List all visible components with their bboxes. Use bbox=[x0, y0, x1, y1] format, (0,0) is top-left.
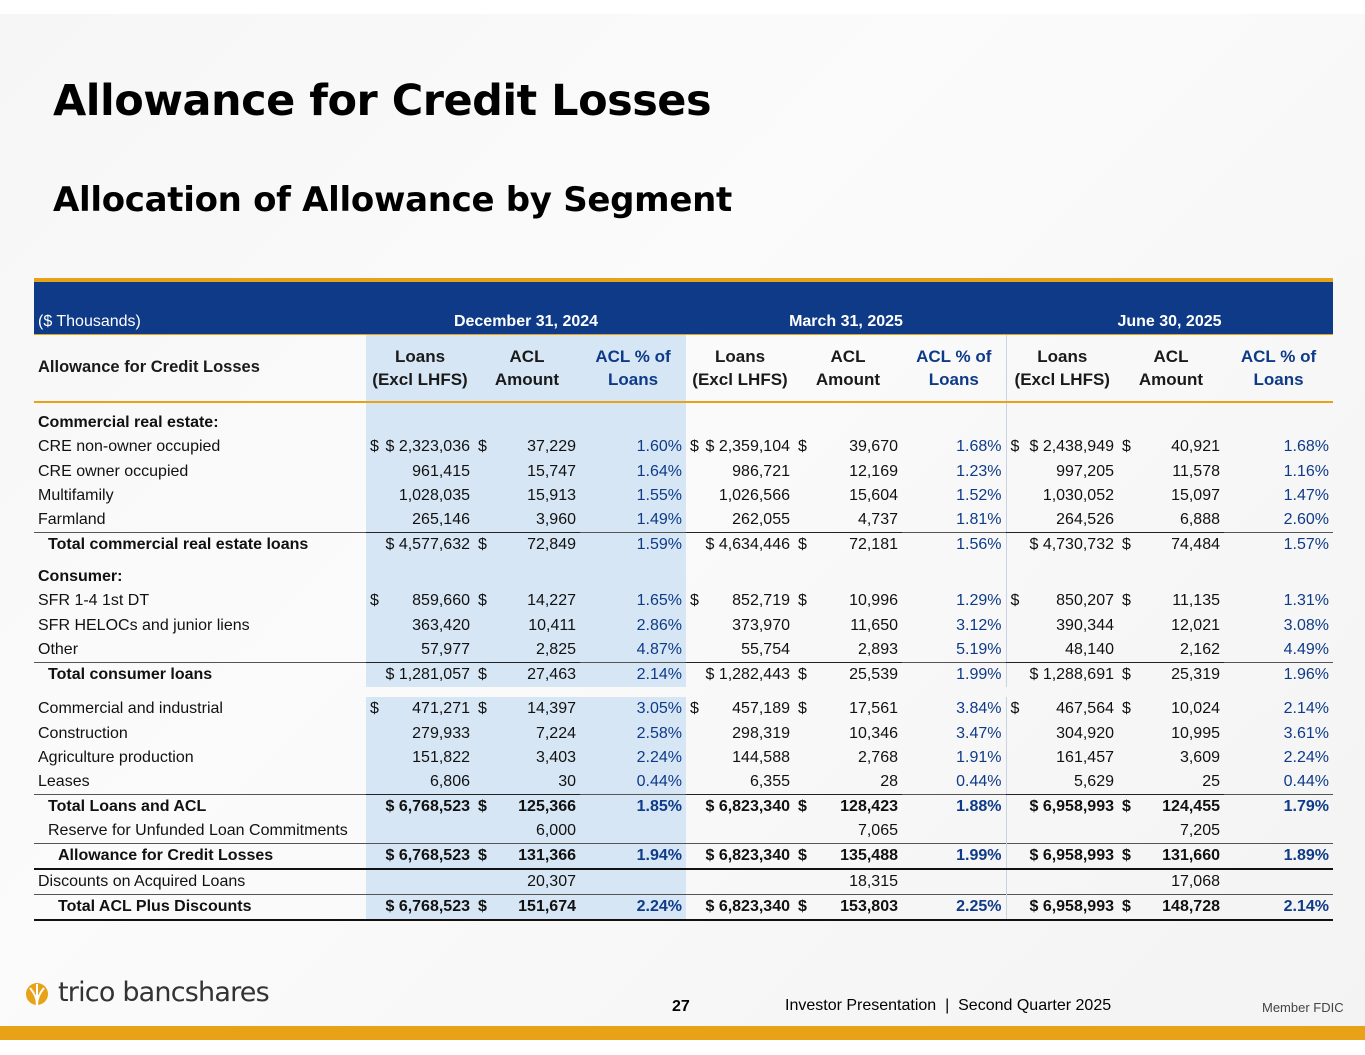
acl-amount-cell: $ 153,803 bbox=[794, 895, 902, 921]
loans-cell: $ 6,823,340 bbox=[686, 795, 794, 820]
acl-amount-cell: $ 72,181 bbox=[794, 533, 902, 558]
row-label: CRE owner occupied bbox=[38, 462, 189, 480]
col-acl-header: ACL Amount bbox=[1118, 334, 1224, 402]
acl-pct-cell: 1.68% bbox=[1283, 438, 1329, 456]
table-row bbox=[34, 819, 1333, 844]
dollar-sign: $ bbox=[798, 847, 807, 865]
loans-cell: 279,933 bbox=[366, 721, 474, 745]
col-loans-header: Loans (Excl LHFS) bbox=[1006, 334, 1118, 402]
table-row bbox=[34, 435, 1333, 459]
loans-cell: $ 6,768,523 bbox=[366, 795, 474, 820]
loans-cell: 1,028,035 bbox=[366, 484, 474, 508]
acl-amount-cell: $ 11,135 bbox=[1118, 589, 1224, 613]
acl-amount-cell: 11,578 bbox=[1172, 462, 1220, 480]
footer-bar bbox=[0, 1026, 1365, 1040]
acl-pct-cell: 2.25% bbox=[902, 895, 1006, 921]
acl-pct-cell: 1.16% bbox=[1283, 462, 1329, 480]
loans-cell: $ 471,271 bbox=[366, 697, 474, 721]
acl-pct-cell bbox=[1224, 869, 1333, 895]
row-label: Farmland bbox=[38, 511, 106, 529]
loans-cell: 6,806 bbox=[366, 770, 474, 795]
row-label: Leases bbox=[38, 773, 90, 791]
loans-cell: $ 6,958,993 bbox=[1006, 844, 1118, 870]
loans-cell bbox=[686, 819, 794, 844]
loans-cell: 5,629 bbox=[1006, 770, 1118, 795]
dollar-sign: $ bbox=[370, 592, 379, 610]
acl-pct-cell: 1.89% bbox=[1224, 844, 1333, 870]
acl-pct-cell: 1.96% bbox=[1224, 662, 1333, 687]
loans-cell: $ 6,768,523 bbox=[366, 895, 474, 921]
acl-amount-cell: 7,205 bbox=[1179, 822, 1220, 840]
dollar-sign: $ bbox=[1122, 665, 1131, 683]
acl-amount-cell: 2,768 bbox=[857, 748, 898, 766]
section-label: Commercial real estate: bbox=[38, 414, 219, 431]
footer-caption: Investor Presentation | Second Quarter 2025 bbox=[785, 997, 1112, 1014]
acl-amount-cell: $ 10,996 bbox=[794, 589, 902, 613]
col-pct-header: ACL % of Loans bbox=[902, 334, 1006, 402]
loans-cell: 298,319 bbox=[732, 724, 790, 742]
loans-cell: 304,920 bbox=[1006, 721, 1118, 745]
dollar-sign: $ bbox=[798, 536, 807, 554]
acl-pct-cell: 1.94% bbox=[580, 844, 686, 870]
acl-amount-cell: $ 131,660 bbox=[1118, 844, 1224, 870]
loans-cell: 373,970 bbox=[732, 616, 790, 634]
dollar-sign: $ bbox=[1010, 592, 1020, 610]
acl-amount-cell: 15,913 bbox=[474, 484, 580, 508]
dollar-sign: $ bbox=[798, 592, 807, 610]
acl-pct-cell: 0.44% bbox=[580, 770, 686, 795]
acl-amount-cell: $ 17,561 bbox=[794, 697, 902, 721]
acl-amount-cell: 18,315 bbox=[849, 873, 898, 891]
acl-amount-cell: $ 14,397 bbox=[474, 697, 580, 721]
loans-cell: 57,977 bbox=[366, 638, 474, 663]
acl-amount-cell: $ 128,423 bbox=[794, 795, 902, 820]
loans-cell: $ 467,564 bbox=[1006, 697, 1118, 721]
acl-pct-cell: 2.14% bbox=[580, 662, 686, 687]
acl-amount-cell: 10,995 bbox=[1171, 724, 1220, 742]
row-label: Multifamily bbox=[38, 486, 114, 504]
row-label: Allowance for Credit Losses bbox=[34, 844, 366, 870]
acl-pct-cell: 1.23% bbox=[956, 462, 1002, 480]
loans-cell: 161,457 bbox=[1006, 746, 1118, 770]
acl-amount-cell: 12,021 bbox=[1171, 616, 1220, 634]
acl-pct-cell: 2.24% bbox=[580, 746, 686, 770]
loans-cell: $ 457,189 bbox=[686, 697, 794, 721]
dollar-sign: $ bbox=[1122, 847, 1131, 865]
loans-cell: 997,205 bbox=[1006, 459, 1118, 483]
acl-amount-cell: $ 10,024 bbox=[1118, 697, 1224, 721]
loans-cell: $ 4,577,632 bbox=[366, 533, 474, 558]
acl-pct-cell: 2.24% bbox=[1283, 748, 1329, 766]
spacer-row bbox=[34, 687, 1333, 697]
table-row bbox=[34, 721, 1333, 745]
row-label: Reserve for Unfunded Loan Commitments bbox=[48, 822, 348, 840]
member-fdic: Member FDIC bbox=[1262, 1000, 1344, 1015]
dollar-sign: $ bbox=[798, 700, 807, 718]
acl-pct-cell: 1.88% bbox=[902, 795, 1006, 820]
acl-amount-cell: $ 14,227 bbox=[474, 589, 580, 613]
dollar-sign: $ bbox=[478, 592, 487, 610]
dollar-sign: $ bbox=[1010, 438, 1020, 456]
column-header-row bbox=[34, 334, 1333, 402]
acl-amount-cell: 17,068 bbox=[1171, 873, 1220, 891]
acl-pct-cell: 1.85% bbox=[580, 795, 686, 820]
acl-amount-cell: 10,346 bbox=[849, 724, 898, 742]
acl-pct-cell: 3.47% bbox=[956, 724, 1002, 742]
table-row bbox=[34, 770, 1333, 795]
acl-pct-cell: 1.99% bbox=[902, 662, 1006, 687]
acl-pct-cell bbox=[902, 869, 1006, 895]
col-loans-header: Loans (Excl LHFS) bbox=[686, 334, 794, 402]
acl-table bbox=[34, 278, 1333, 921]
loans-cell: $ 850,207 bbox=[1006, 589, 1118, 613]
table-body bbox=[34, 402, 1333, 920]
acl-amount-cell: $ 74,484 bbox=[1118, 533, 1224, 558]
acl-pct-cell: 1.55% bbox=[580, 484, 686, 508]
table-row bbox=[34, 662, 1333, 687]
acl-pct-cell: 1.31% bbox=[1283, 592, 1329, 610]
acl-pct-cell: 2.24% bbox=[580, 895, 686, 921]
acl-amount-cell: $ 135,488 bbox=[794, 844, 902, 870]
table-row bbox=[34, 484, 1333, 508]
acl-amount-cell: 11,650 bbox=[850, 616, 898, 634]
acl-pct-cell: 1.29% bbox=[956, 592, 1002, 610]
company-logo bbox=[22, 977, 269, 1008]
section-label: Consumer: bbox=[38, 568, 123, 586]
table-row bbox=[34, 746, 1333, 770]
acl-amount-cell: 7,224 bbox=[474, 721, 580, 745]
acl-amount-cell: 28 bbox=[794, 770, 902, 795]
loans-cell: 1,030,052 bbox=[1006, 484, 1118, 508]
acl-amount-cell: 15,747 bbox=[474, 459, 580, 483]
dollar-sign: $ bbox=[478, 798, 487, 816]
dollar-sign: $ bbox=[798, 438, 807, 456]
table-row bbox=[34, 795, 1333, 820]
page-title: Allowance for Credit Losses bbox=[53, 76, 712, 126]
dollar-sign: $ bbox=[690, 700, 699, 718]
acl-pct-cell: 0.44% bbox=[956, 773, 1002, 791]
acl-pct-cell: 1.52% bbox=[956, 486, 1002, 504]
acl-amount-cell: 2,893 bbox=[794, 638, 902, 663]
dollar-sign: $ bbox=[798, 798, 807, 816]
period-jun-2025: June 30, 2025 bbox=[1006, 282, 1333, 334]
loans-cell: $ 852,719 bbox=[686, 589, 794, 613]
acl-pct-cell: 5.19% bbox=[956, 640, 1002, 658]
acl-pct-cell: 1.64% bbox=[580, 459, 686, 483]
table-row bbox=[34, 895, 1333, 921]
acl-pct-cell: 4.87% bbox=[580, 638, 686, 663]
acl-pct-cell: 1.47% bbox=[1283, 486, 1329, 504]
acl-amount-cell: 2,825 bbox=[474, 638, 580, 663]
col-loans-header: Loans (Excl LHFS) bbox=[366, 334, 474, 402]
row-label: Discounts on Acquired Loans bbox=[38, 873, 246, 891]
dollar-sign: $ bbox=[370, 438, 379, 456]
acl-pct-cell: 1.65% bbox=[580, 589, 686, 613]
acl-amount-cell: 15,097 bbox=[1171, 486, 1220, 504]
loans-cell bbox=[366, 819, 474, 844]
acl-pct-cell bbox=[902, 819, 1006, 844]
acl-amount-cell: $ 131,366 bbox=[474, 844, 580, 870]
trico-leaf-icon bbox=[22, 978, 52, 1008]
dollar-sign: $ bbox=[1122, 592, 1131, 610]
table-period-band bbox=[34, 282, 1333, 334]
acl-pct-cell: 2.14% bbox=[1224, 895, 1333, 921]
acl-pct-cell: 1.91% bbox=[956, 748, 1002, 766]
acl-amount-cell: $ 125,366 bbox=[474, 795, 580, 820]
dollar-sign: $ bbox=[798, 665, 807, 683]
loans-cell bbox=[1006, 869, 1118, 895]
loans-cell: $ 6,768,523 bbox=[366, 844, 474, 870]
acl-pct-cell: 1.59% bbox=[580, 533, 686, 558]
loans-cell: 48,140 bbox=[1006, 638, 1118, 663]
loans-cell: 961,415 bbox=[366, 459, 474, 483]
dollar-sign: $ bbox=[798, 898, 807, 916]
acl-amount-cell: 7,065 bbox=[857, 822, 898, 840]
dollar-sign: $ bbox=[478, 438, 487, 456]
loans-cell: 390,344 bbox=[1006, 614, 1118, 638]
loans-cell: 55,754 bbox=[686, 638, 794, 663]
loans-cell: $ 859,660 bbox=[366, 589, 474, 613]
acl-amount-cell: $ 27,463 bbox=[474, 662, 580, 687]
acl-pct-cell: 3.08% bbox=[1283, 616, 1329, 634]
loans-cell: $ 4,730,732 bbox=[1006, 533, 1118, 558]
dollar-sign: $ bbox=[1122, 898, 1131, 916]
acl-pct-cell: 3.61% bbox=[1283, 724, 1329, 742]
row-label: Commercial and industrial bbox=[38, 700, 223, 718]
table-row bbox=[34, 869, 1333, 895]
period-dec-2024: December 31, 2024 bbox=[366, 282, 686, 334]
acl-amount-cell: 10,411 bbox=[474, 614, 580, 638]
acl-amount-cell: 6,000 bbox=[474, 819, 580, 844]
row-label: Total ACL Plus Discounts bbox=[34, 895, 366, 921]
loans-cell: $ 6,823,340 bbox=[686, 844, 794, 870]
table-row bbox=[34, 533, 1333, 558]
acl-pct-cell: 1.68% bbox=[956, 438, 1002, 456]
acl-pct-cell: 1.49% bbox=[580, 508, 686, 533]
acl-pct-cell: 4.49% bbox=[1283, 640, 1329, 658]
acl-pct-cell bbox=[1224, 819, 1333, 844]
row-label: Total consumer loans bbox=[34, 662, 366, 687]
acl-amount-cell: $ 25,319 bbox=[1118, 662, 1224, 687]
table-row bbox=[34, 844, 1333, 870]
row-label: Construction bbox=[38, 724, 128, 742]
acl-pct-cell: 2.58% bbox=[580, 721, 686, 745]
col-pct-header: ACL % of Loans bbox=[1224, 334, 1333, 402]
acl-pct-cell bbox=[580, 869, 686, 895]
section-header-row bbox=[34, 402, 1333, 435]
dollar-sign: $ bbox=[1010, 700, 1020, 718]
row-label: Other bbox=[38, 640, 79, 658]
table-row bbox=[34, 638, 1333, 663]
table-row bbox=[34, 697, 1333, 721]
acl-amount-cell: $ 151,674 bbox=[474, 895, 580, 921]
acl-amount-cell: 30 bbox=[474, 770, 580, 795]
table-row bbox=[34, 459, 1333, 483]
loans-cell: $ $ 2,323,036 bbox=[366, 435, 474, 459]
dollar-sign: $ bbox=[690, 438, 699, 456]
acl-pct-cell: 3.84% bbox=[956, 700, 1002, 718]
col-acl-header: ACL Amount bbox=[474, 334, 580, 402]
acl-amount-cell: 25 bbox=[1118, 770, 1224, 795]
row-label: Total Loans and ACL bbox=[34, 795, 366, 820]
row-label: Agriculture production bbox=[38, 748, 194, 766]
acl-amount-cell: 3,609 bbox=[1179, 748, 1220, 766]
dollar-sign: $ bbox=[478, 665, 487, 683]
loans-cell: 262,055 bbox=[686, 508, 794, 533]
col-pct-header: ACL % of Loans bbox=[580, 334, 686, 402]
loans-cell bbox=[686, 869, 794, 895]
dollar-sign: $ bbox=[1122, 700, 1131, 718]
acl-amount-cell: $ 72,849 bbox=[474, 533, 580, 558]
acl-pct-cell: 1.60% bbox=[580, 435, 686, 459]
acl-amount-cell: 15,604 bbox=[849, 486, 898, 504]
dollar-sign: $ bbox=[478, 700, 487, 718]
acl-pct-cell: 2.60% bbox=[1283, 511, 1329, 529]
acl-amount-cell: $ 124,455 bbox=[1118, 795, 1224, 820]
acl-amount-cell: 3,403 bbox=[474, 746, 580, 770]
acl-amount-cell: $ 40,921 bbox=[1118, 435, 1224, 459]
loans-cell: 1,026,566 bbox=[718, 486, 790, 504]
dollar-sign: $ bbox=[478, 536, 487, 554]
dollar-sign: $ bbox=[1122, 536, 1131, 554]
table-row bbox=[34, 508, 1333, 533]
acl-table-container bbox=[34, 278, 1333, 921]
dollar-sign: $ bbox=[1122, 438, 1131, 456]
loans-cell: $ 4,634,446 bbox=[686, 533, 794, 558]
logo-text: trico bancshares bbox=[58, 977, 269, 1008]
section-header-row bbox=[34, 557, 1333, 589]
acl-amount-cell: $ 37,229 bbox=[474, 435, 580, 459]
col-acl-header: ACL Amount bbox=[794, 334, 902, 402]
acl-pct-cell: 0.44% bbox=[1283, 773, 1329, 791]
row-label: CRE non-owner occupied bbox=[38, 438, 221, 456]
acl-amount-cell: $ 25,539 bbox=[794, 662, 902, 687]
acl-pct-cell: 1.81% bbox=[956, 511, 1002, 529]
loans-cell: 6,355 bbox=[686, 770, 794, 795]
units-label: ($ Thousands) bbox=[34, 282, 366, 334]
acl-amount-cell: $ 148,728 bbox=[1118, 895, 1224, 921]
loans-cell bbox=[366, 869, 474, 895]
acl-pct-cell: 1.57% bbox=[1224, 533, 1333, 558]
loans-cell: $ 1,281,057 bbox=[366, 662, 474, 687]
loans-cell: 264,526 bbox=[1006, 508, 1118, 533]
acl-pct-cell: 3.12% bbox=[956, 616, 1002, 634]
acl-amount-cell: $ 39,670 bbox=[794, 435, 902, 459]
acl-amount-cell: 6,888 bbox=[1118, 508, 1224, 533]
loans-cell: $ $ 2,438,949 bbox=[1006, 435, 1118, 459]
dollar-sign: $ bbox=[478, 898, 487, 916]
loans-cell: 265,146 bbox=[366, 508, 474, 533]
loans-cell: $ 1,288,691 bbox=[1006, 662, 1118, 687]
acl-pct-cell: 1.99% bbox=[902, 844, 1006, 870]
acl-amount-cell: 12,169 bbox=[849, 462, 898, 480]
dollar-sign: $ bbox=[478, 847, 487, 865]
acl-pct-cell: 1.79% bbox=[1224, 795, 1333, 820]
page-number: 27 bbox=[672, 998, 690, 1015]
row-label: Total commercial real estate loans bbox=[34, 533, 366, 558]
table-row bbox=[34, 614, 1333, 638]
acl-amount-cell: 3,960 bbox=[474, 508, 580, 533]
acl-pct-cell: 2.86% bbox=[580, 614, 686, 638]
loans-cell: 151,822 bbox=[366, 746, 474, 770]
dollar-sign: $ bbox=[1122, 798, 1131, 816]
acl-pct-cell: 3.05% bbox=[580, 697, 686, 721]
row-header: Allowance for Credit Losses bbox=[34, 334, 366, 402]
page-subtitle: Allocation of Allowance by Segment bbox=[53, 180, 732, 220]
loans-cell: $ 6,958,993 bbox=[1006, 895, 1118, 921]
acl-amount-cell: 2,162 bbox=[1118, 638, 1224, 663]
loans-cell: 363,420 bbox=[366, 614, 474, 638]
loans-cell: $ 6,958,993 bbox=[1006, 795, 1118, 820]
period-mar-2025: March 31, 2025 bbox=[686, 282, 1006, 334]
loans-cell: 986,721 bbox=[732, 462, 790, 480]
loans-cell: $ $ 2,359,104 bbox=[686, 435, 794, 459]
dollar-sign: $ bbox=[690, 592, 699, 610]
acl-pct-cell: 2.14% bbox=[1283, 700, 1329, 718]
acl-amount-cell: 4,737 bbox=[794, 508, 902, 533]
loans-cell bbox=[1006, 819, 1118, 844]
loans-cell: $ 1,282,443 bbox=[686, 662, 794, 687]
loans-cell: 144,588 bbox=[732, 748, 790, 766]
acl-pct-cell bbox=[580, 819, 686, 844]
table-row bbox=[34, 589, 1333, 613]
row-label: SFR HELOCs and junior liens bbox=[38, 616, 250, 634]
acl-amount-cell: 20,307 bbox=[474, 869, 580, 895]
loans-cell: $ 6,823,340 bbox=[686, 895, 794, 921]
row-label: SFR 1-4 1st DT bbox=[38, 592, 150, 610]
dollar-sign: $ bbox=[370, 700, 379, 718]
acl-pct-cell: 1.56% bbox=[902, 533, 1006, 558]
